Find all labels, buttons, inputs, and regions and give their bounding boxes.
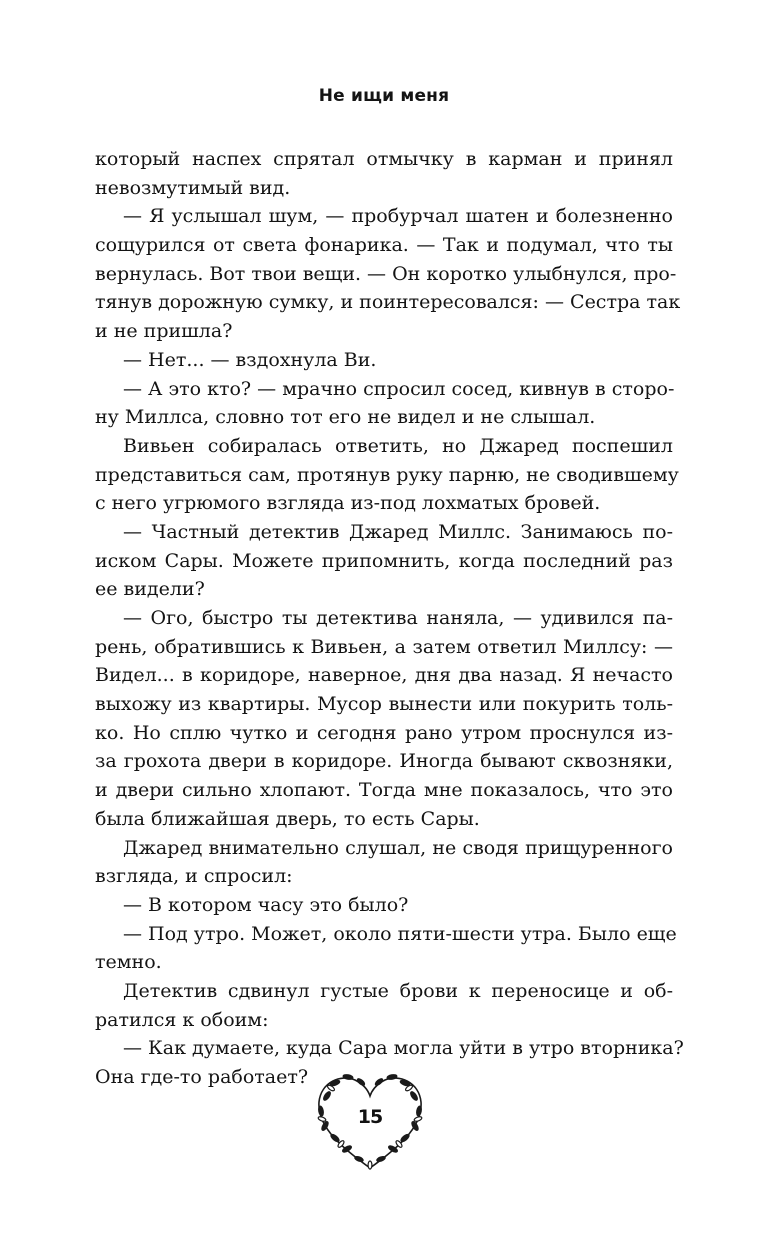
text-line: рень, обратившись к Вивьен, а затем ответил Миллсу: — [95, 635, 673, 658]
text-line: за грохота двери в коридоре. Иногда бывают сквозняки, [95, 750, 673, 773]
text-line: ко. Но сплю чутко и сегодня рано утром проснулся из- [95, 721, 673, 744]
text-line: ну Миллса, словно тот его не видел и не слышал. [95, 406, 596, 429]
text-line: представиться сам, протянув руку парню, не сводившему [95, 463, 679, 486]
text-line: была ближайшая дверь, то есть Сары. [95, 807, 480, 830]
text-line: тянув дорожную сумку, и поинтересовался: — Сестра так [95, 291, 681, 314]
text-line: ее видели? [95, 578, 205, 601]
text-line: — Нет... — вздохнула Ви. [123, 348, 377, 371]
text-line: и двери сильно хлопают. Тогда мне показалось, что это [95, 779, 673, 802]
text-line: Видел... в коридоре, наверное, дня два назад. Я нечасто [95, 664, 673, 687]
text-line: который наспех спрятал отмычку в карман и принял [95, 148, 673, 170]
text-line: — Как думаете, куда Сара могла уйти в утро вторника? [123, 1037, 684, 1060]
text-line: иском Сары. Можете припомнить, когда последний раз [95, 549, 673, 572]
running-header-title: Не ищи меня [318, 86, 450, 106]
text-line: Она где-то работает? [95, 1066, 309, 1088]
text-line: — Я услышал шум, — пробурчал шатен и болезненно [123, 205, 673, 228]
page-folio [305, 1066, 435, 1176]
text-line: — Под утро. Может, около пяти-шести утра. Было еще [123, 922, 677, 945]
text-line: темно. [95, 951, 162, 974]
text-line: Детектив сдвинул густые брови к переносице и об- [123, 979, 673, 1002]
text-line: — А это кто? — мрачно спросил сосед, кивнув в сторо- [123, 377, 675, 400]
text-line: — Частный детектив Джаред Миллс. Занимаюсь по- [123, 520, 673, 543]
text-line: взгляда, и спросил: [95, 865, 293, 888]
text-line: с него угрюмого взгляда из-под лохматых бровей. [95, 492, 601, 515]
page-number: 15 [357, 1106, 383, 1128]
text-line: Джаред внимательно слушал, не сводя прищуренного [123, 836, 673, 859]
text-line: ратился к обоим: [95, 1008, 269, 1031]
text-line: выхожу из квартиры. Мусор вынести или покурить толь- [95, 693, 673, 716]
text-line: вернулась. Вот твои вещи. — Он коротко улыбнулся, про- [95, 262, 677, 285]
text-line: невозмутимый вид. [95, 176, 291, 199]
body-text [95, 145, 684, 1092]
text-line: и не пришла? [95, 320, 233, 343]
text-line: — Ого, быстро ты детектива наняла, — удивился па- [123, 607, 673, 629]
text-line: — В котором часу это было? [123, 893, 409, 916]
text-line: Вивьен собиралась ответить, но Джаред поспешил [123, 434, 673, 457]
text-line: сощурился от света фонарика. — Так и подумал, что ты [95, 234, 673, 257]
